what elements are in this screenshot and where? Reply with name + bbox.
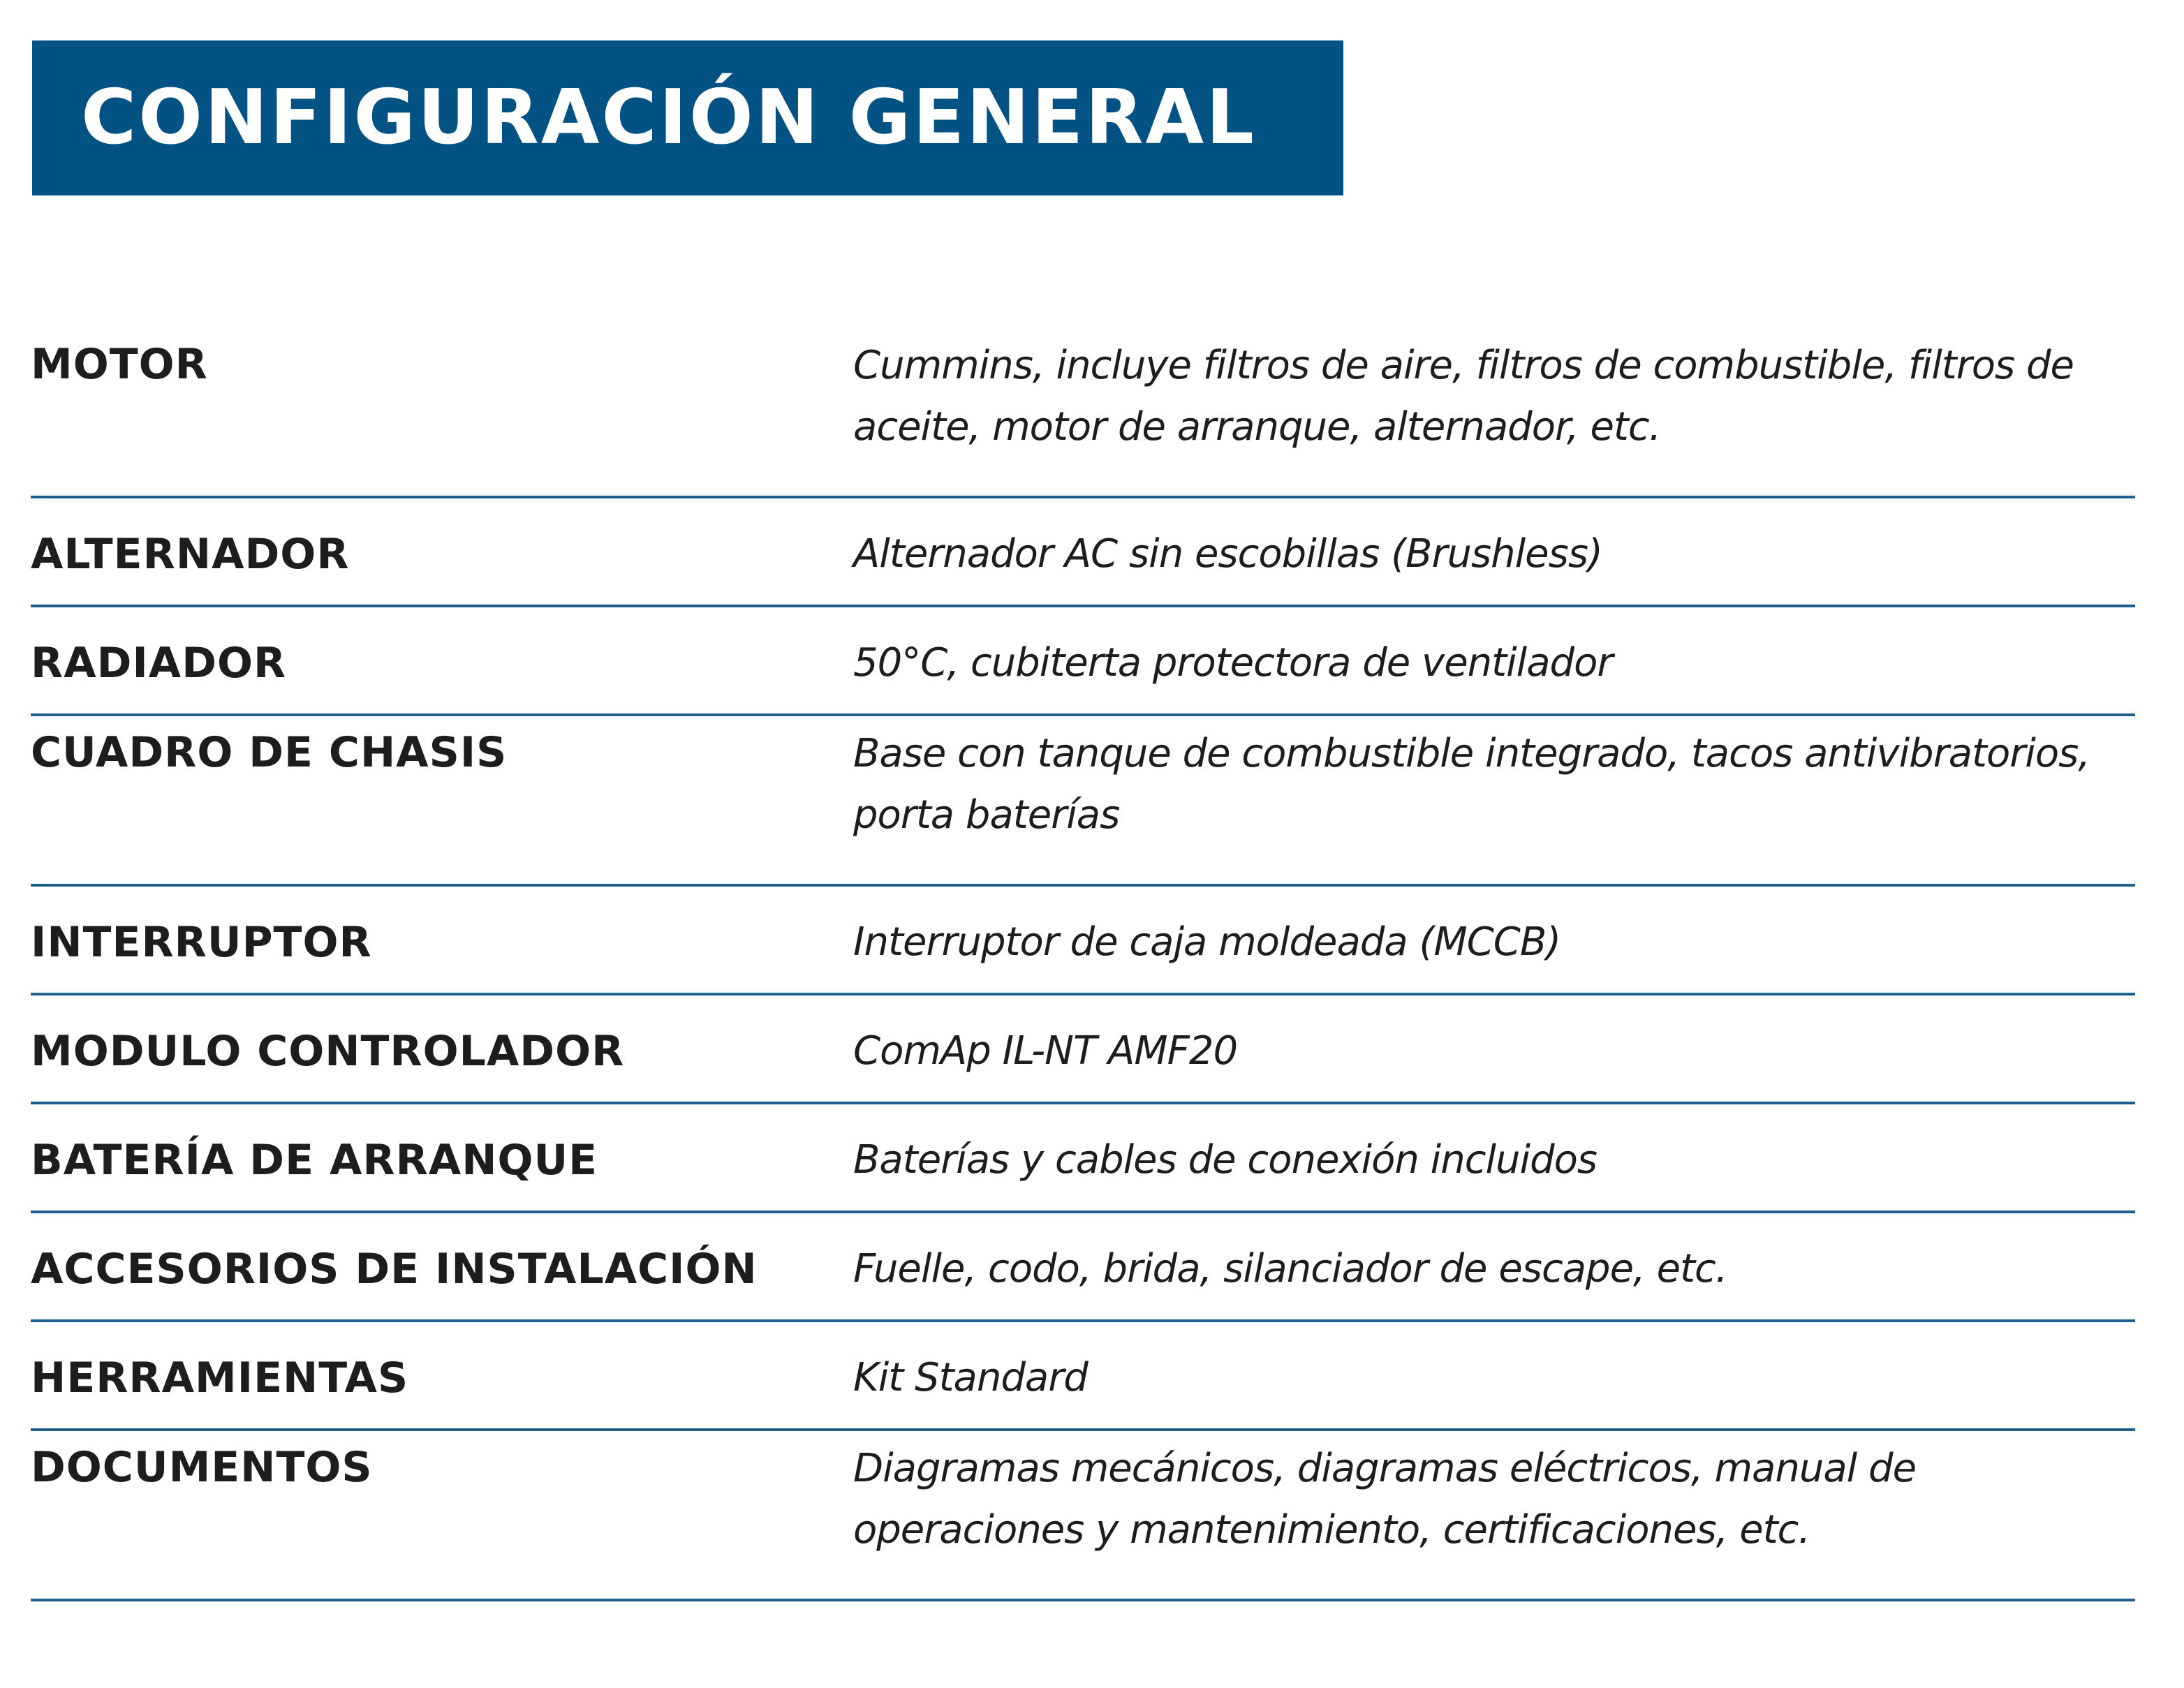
spec-value: 50°C, cubiterta protectora de ventilador	[853, 640, 1613, 686]
spec-label: RADIADOR	[31, 639, 287, 688]
spec-value: Interruptor de caja moldeada (MCCB)	[853, 919, 1561, 965]
spec-value: Diagramas mecánicos, diagramas eléctricos, manual de operaciones y mantenimiento, certificaciones, etc.	[853, 1446, 1917, 1553]
spec-row-modulo-controlador	[31, 995, 2135, 1104]
spec-row-motor	[31, 328, 2135, 498]
spec-label: CUADRO DE CHASIS	[31, 728, 508, 777]
spec-label: ACCESORIOS DE INSTALACIÓN	[31, 1245, 758, 1294]
spec-table	[31, 328, 2135, 1601]
spec-row-alternador	[31, 498, 2135, 607]
spec-value: Cummins, incluye filtros de aire, filtros de combustible, filtros de aceite, motor de arranque, alternador, etc.	[853, 343, 2074, 450]
spec-value: ComAp IL-NT AMF20	[853, 1028, 1238, 1074]
spec-label: MODULO CONTROLADOR	[31, 1027, 625, 1076]
spec-row-herramientas	[31, 1322, 2135, 1431]
spec-label: INTERRUPTOR	[31, 918, 372, 967]
spec-value: Kit Standard	[853, 1355, 1088, 1400]
spec-row-accesorios-de-instalacion	[31, 1213, 2135, 1322]
spec-value: Baterías y cables de conexión incluidos	[853, 1137, 1598, 1183]
spec-value: Fuelle, codo, brida, silanciador de escape, etc.	[853, 1246, 1727, 1291]
page-title: CONFIGURACIÓN GENERAL	[81, 74, 1256, 161]
spec-value: Base con tanque de combustible integrado, tacos antivibratorios, porta baterías	[853, 731, 2090, 838]
spec-row-documentos	[31, 1431, 2135, 1601]
spec-row-interruptor	[31, 887, 2135, 995]
spec-label: BATERÍA DE ARRANQUE	[31, 1136, 598, 1185]
spec-value: Alternador AC sin escobillas (Brushless)	[853, 531, 1602, 577]
spec-label: HERRAMIENTAS	[31, 1354, 409, 1402]
spec-label: DOCUMENTOS	[31, 1443, 373, 1492]
spec-row-radiador	[31, 607, 2135, 716]
spec-label: ALTERNADOR	[31, 530, 350, 579]
spec-label: MOTOR	[31, 340, 208, 389]
spec-row-bateria-de-arranque	[31, 1104, 2135, 1213]
spec-row-cuadro-de-chasis	[31, 716, 2135, 887]
title-banner	[32, 40, 1343, 195]
